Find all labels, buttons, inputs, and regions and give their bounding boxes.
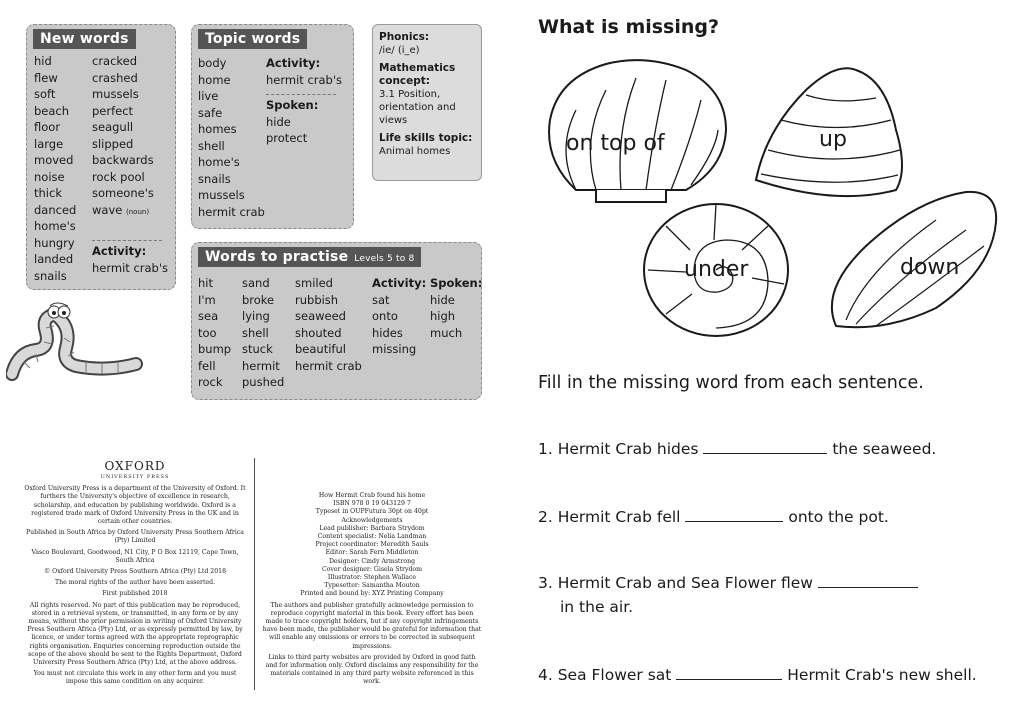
word-list-item: rubbish <box>295 292 339 307</box>
word-list-item: much <box>430 325 463 340</box>
imprint-divider <box>254 458 255 690</box>
sentence-4: 4. Sea Flower sat Hermit Crab's new shell. <box>538 666 977 684</box>
word-list-item: danced <box>34 202 77 217</box>
life-skills-value: Animal homes <box>379 146 451 157</box>
word-list-item: snails <box>198 171 231 186</box>
word-list-item: smiled <box>295 276 333 290</box>
word-list-item: hides <box>372 325 403 340</box>
word-list-item: home's <box>34 219 76 233</box>
mussel-shell <box>832 192 996 327</box>
scallop-shell <box>549 60 726 202</box>
word-wave: wave (noun) <box>92 202 150 217</box>
word-list-item: hide <box>430 292 455 307</box>
worm-illustration <box>6 282 176 382</box>
word-list-item: pushed <box>242 375 285 389</box>
sentence-3: 3. Hermit Crab and Sea Flower flew in the air. <box>538 572 918 616</box>
topic-words-col1 <box>198 55 265 220</box>
word-list-item: bump <box>198 342 232 356</box>
word-list-item: flew <box>34 70 58 85</box>
word-list-item: live <box>198 89 219 103</box>
sentence-1: 1. Hermit Crab hides the seaweed. <box>538 440 937 458</box>
word-list-item: broke <box>242 292 275 307</box>
maths-value: 3.1 Position, orientation and views <box>379 89 456 126</box>
word-list-item: sat <box>372 292 390 307</box>
word-list-item: lying <box>242 309 270 323</box>
word-list-item: cracked <box>92 54 138 68</box>
word-list-item: safe <box>198 105 223 120</box>
imprint-line: How Hermit Crab found his home <box>318 492 426 499</box>
word-list-item: backwards <box>92 153 154 167</box>
word-list-item: soft <box>34 87 56 101</box>
sentence-3-line2: in the air. <box>560 598 634 616</box>
imprint-paragraph: You must not circulate this work in any other form and you must impose this same condition on any acquirer. <box>33 670 237 686</box>
shell-word-up: up <box>819 127 847 152</box>
answer-blank-3[interactable] <box>818 572 918 588</box>
word-list-item: large <box>34 136 64 151</box>
word-list-item: shell <box>242 325 269 340</box>
topic-activity-word: hermit crab's <box>266 72 343 87</box>
word-list-item: beautiful <box>295 342 346 356</box>
word-list-item: hermit <box>242 358 280 373</box>
shell-word-under: under <box>684 257 749 282</box>
word-list-item: landed <box>34 252 74 266</box>
word-list-item: mussels <box>92 87 139 101</box>
imprint-paragraph: Links to third party websites are provided by Oxford in good faith and for information only. Oxford disclaims any responsibility for the materials contained in any third party website referenced in this work. <box>265 653 479 686</box>
word-list-item: shell <box>198 138 225 153</box>
cone-shell <box>756 68 902 196</box>
new-words-activity-word: hermit crab's <box>92 260 169 275</box>
imprint-paragraph: First published 2018 <box>102 590 168 598</box>
imprint-paragraph: Published in South Africa by Oxford University Press Southern Africa (Pty) Limited <box>26 529 244 545</box>
word-list-item: hungry <box>34 235 75 250</box>
word-list-item: hid <box>34 54 52 68</box>
topic-words-title: Topic words <box>198 29 307 49</box>
topic-words-box <box>191 24 354 229</box>
imprint-line: Typesetter: Samantha Mouton <box>324 582 420 590</box>
imprint-paragraph: © Oxford University Press Southern Africa (Pty) Ltd 2018 <box>43 568 227 576</box>
practise-title: Words to practise Levels 5 to 8 <box>198 247 421 267</box>
imprint-line: Illustrator: Stephen Wallace <box>327 574 417 582</box>
word-list-item: sand <box>242 276 270 290</box>
imprint-paragraph: All rights reserved. No part of this publication may be reproduced, stored in a retrieval system, or transmitted, in any form or by any means, without the prior permission in writing of Oxford University Press Southern Africa (Pty) Ltd, or as expressly permitted by law, by licence, or under terms agreed with the appropriate reprographic rights organisation. Enquiries concerning reproduction outside the scope of the above should be sent to the Rights Department, Oxford University Press Southern Africa (Pty) Ltd, at the above address. <box>27 601 243 667</box>
new-words-col1 <box>34 53 76 284</box>
word-list-item: rock pool <box>92 169 145 184</box>
word-list-item: beach <box>34 103 70 118</box>
answer-blank-2[interactable] <box>685 506 783 522</box>
imprint-line: Lead publisher: Barbara Strydom <box>319 524 425 532</box>
oxford-logo-sub: UNIVERSITY PRESS <box>100 474 170 480</box>
word-list-item: moved <box>34 153 74 167</box>
imprint-line: Typeset in OUPFutura 30pt on 40pt <box>315 508 429 516</box>
practise-words-box <box>191 242 482 400</box>
word-list-item: hit <box>198 276 213 290</box>
imprint-line: Cover designer: Gisela Strydom <box>321 565 423 573</box>
maths-label: Mathematics concept: <box>379 62 456 87</box>
topic-spoken-label: Spoken: <box>266 98 319 112</box>
imprint-paragraph: Oxford University Press is a department of the University of Oxford. It furthers the University's objective of excellence in research, scholarship, and education by publishing worldwide. Oxford is a registered trade mark of Oxford University Press in the UK and in certain other countries. <box>24 485 246 526</box>
practise-col3 <box>295 275 362 374</box>
word-list-item: hermit crab <box>198 204 265 219</box>
new-words-activity-label: Activity: <box>92 244 147 258</box>
spiral-shell <box>644 204 788 336</box>
word-list-item: seagull <box>92 120 134 134</box>
word-list-item: body <box>198 56 227 70</box>
imprint-left <box>24 460 246 690</box>
word-list-item: high <box>430 309 456 323</box>
practise-col1 <box>198 275 231 391</box>
practise-activity-label: Activity: <box>372 276 427 290</box>
topic-spoken-word: hide <box>266 114 291 129</box>
life-skills-label: Life skills topic: <box>379 132 473 144</box>
practise-levels: Levels 5 to 8 <box>354 254 415 264</box>
imprint-paragraph: The authors and publisher gratefully acknowledge permission to reproduce copyright material in this book. Every effort has been made to trace copyright holders, but if any copyright infringements have been made, the publisher would be grateful for information that will enable any omissions or errors to be corrected in subsequent impressions. <box>262 601 482 650</box>
word-list-item: sea <box>198 309 219 323</box>
sentence-2: 2. Hermit Crab fell onto the pot. <box>538 508 889 526</box>
word-list-item: perfect <box>92 103 134 118</box>
word-list-item: shouted <box>295 325 342 340</box>
shells-illustration <box>536 50 1006 340</box>
word-list-item: I'm <box>198 292 216 307</box>
new-words-col2 <box>92 53 168 276</box>
word-list-item: homes <box>198 122 237 136</box>
noun-tag: (noun) <box>126 207 150 216</box>
word-list-item: rock <box>198 375 223 389</box>
word-list-item: onto <box>372 309 398 323</box>
word-list-item: missing <box>372 342 417 356</box>
imprint-line: Designer: Cindy Armstrong <box>328 557 416 565</box>
imprint-paragraph: The moral rights of the author have been asserted. <box>54 579 216 587</box>
phonics-value: /ie/ (i_e) <box>379 45 420 56</box>
oxford-logo: OXFORD <box>104 459 166 473</box>
imprint-line: Printed and bound by: XYZ Printing Company <box>300 590 444 598</box>
answer-blank-1[interactable] <box>703 438 827 454</box>
word-list-item: snails <box>34 268 67 283</box>
shell-word-down: down <box>900 255 960 280</box>
word-list-item: fell <box>198 358 216 373</box>
word-list-item: mussels <box>198 188 245 202</box>
word-list-item: noise <box>34 169 65 184</box>
topic-activity-label: Activity: <box>266 56 321 70</box>
word-list-item: home's <box>198 155 240 169</box>
word-list-item: hermit crab <box>295 358 362 373</box>
answer-blank-4[interactable] <box>676 664 782 680</box>
word-list-item: slipped <box>92 136 134 151</box>
practise-activity <box>372 275 426 358</box>
curriculum-info-box <box>372 24 482 181</box>
worksheet-title: What is missing? <box>538 16 720 38</box>
word-list-item: stuck <box>242 342 273 356</box>
topic-words-col2 <box>266 55 342 147</box>
word-list-item: someone's <box>92 186 154 200</box>
imprint-line: Project coordinator: Meredith Sauls <box>315 541 429 549</box>
word-list-item: crashed <box>92 70 138 85</box>
word-list-item: too <box>198 325 217 340</box>
shell-word-on-top-of: on top of <box>566 131 665 156</box>
new-words-title: New words <box>33 29 136 49</box>
phonics-label: Phonics: <box>379 31 430 43</box>
topic-spoken-word: protect <box>266 131 308 145</box>
imprint-line: Acknowledgements <box>341 516 403 524</box>
imprint-line: Content specialist: Nelia Landman <box>317 533 427 541</box>
practise-spoken-label: Spoken: <box>430 276 483 290</box>
imprint-right <box>262 492 482 690</box>
worksheet-instruction: Fill in the missing word from each sentence. <box>538 373 924 393</box>
practise-spoken <box>430 275 482 341</box>
practise-col2 <box>242 275 284 391</box>
word-list-item: thick <box>34 186 62 200</box>
word-list-item: home <box>198 72 231 87</box>
imprint-line: ISBN 978 0 19 043129 7 <box>333 500 411 508</box>
new-words-box <box>26 24 176 290</box>
imprint-line: Editor: Sarah Fern Middleton <box>325 549 419 557</box>
imprint-paragraph: Vasco Boulevard, Goodwood, N1 City, P O Box 12119, Cape Town, South Africa <box>31 548 239 564</box>
word-list-item: seaweed <box>295 309 346 323</box>
word-list-item: floor <box>34 120 61 134</box>
